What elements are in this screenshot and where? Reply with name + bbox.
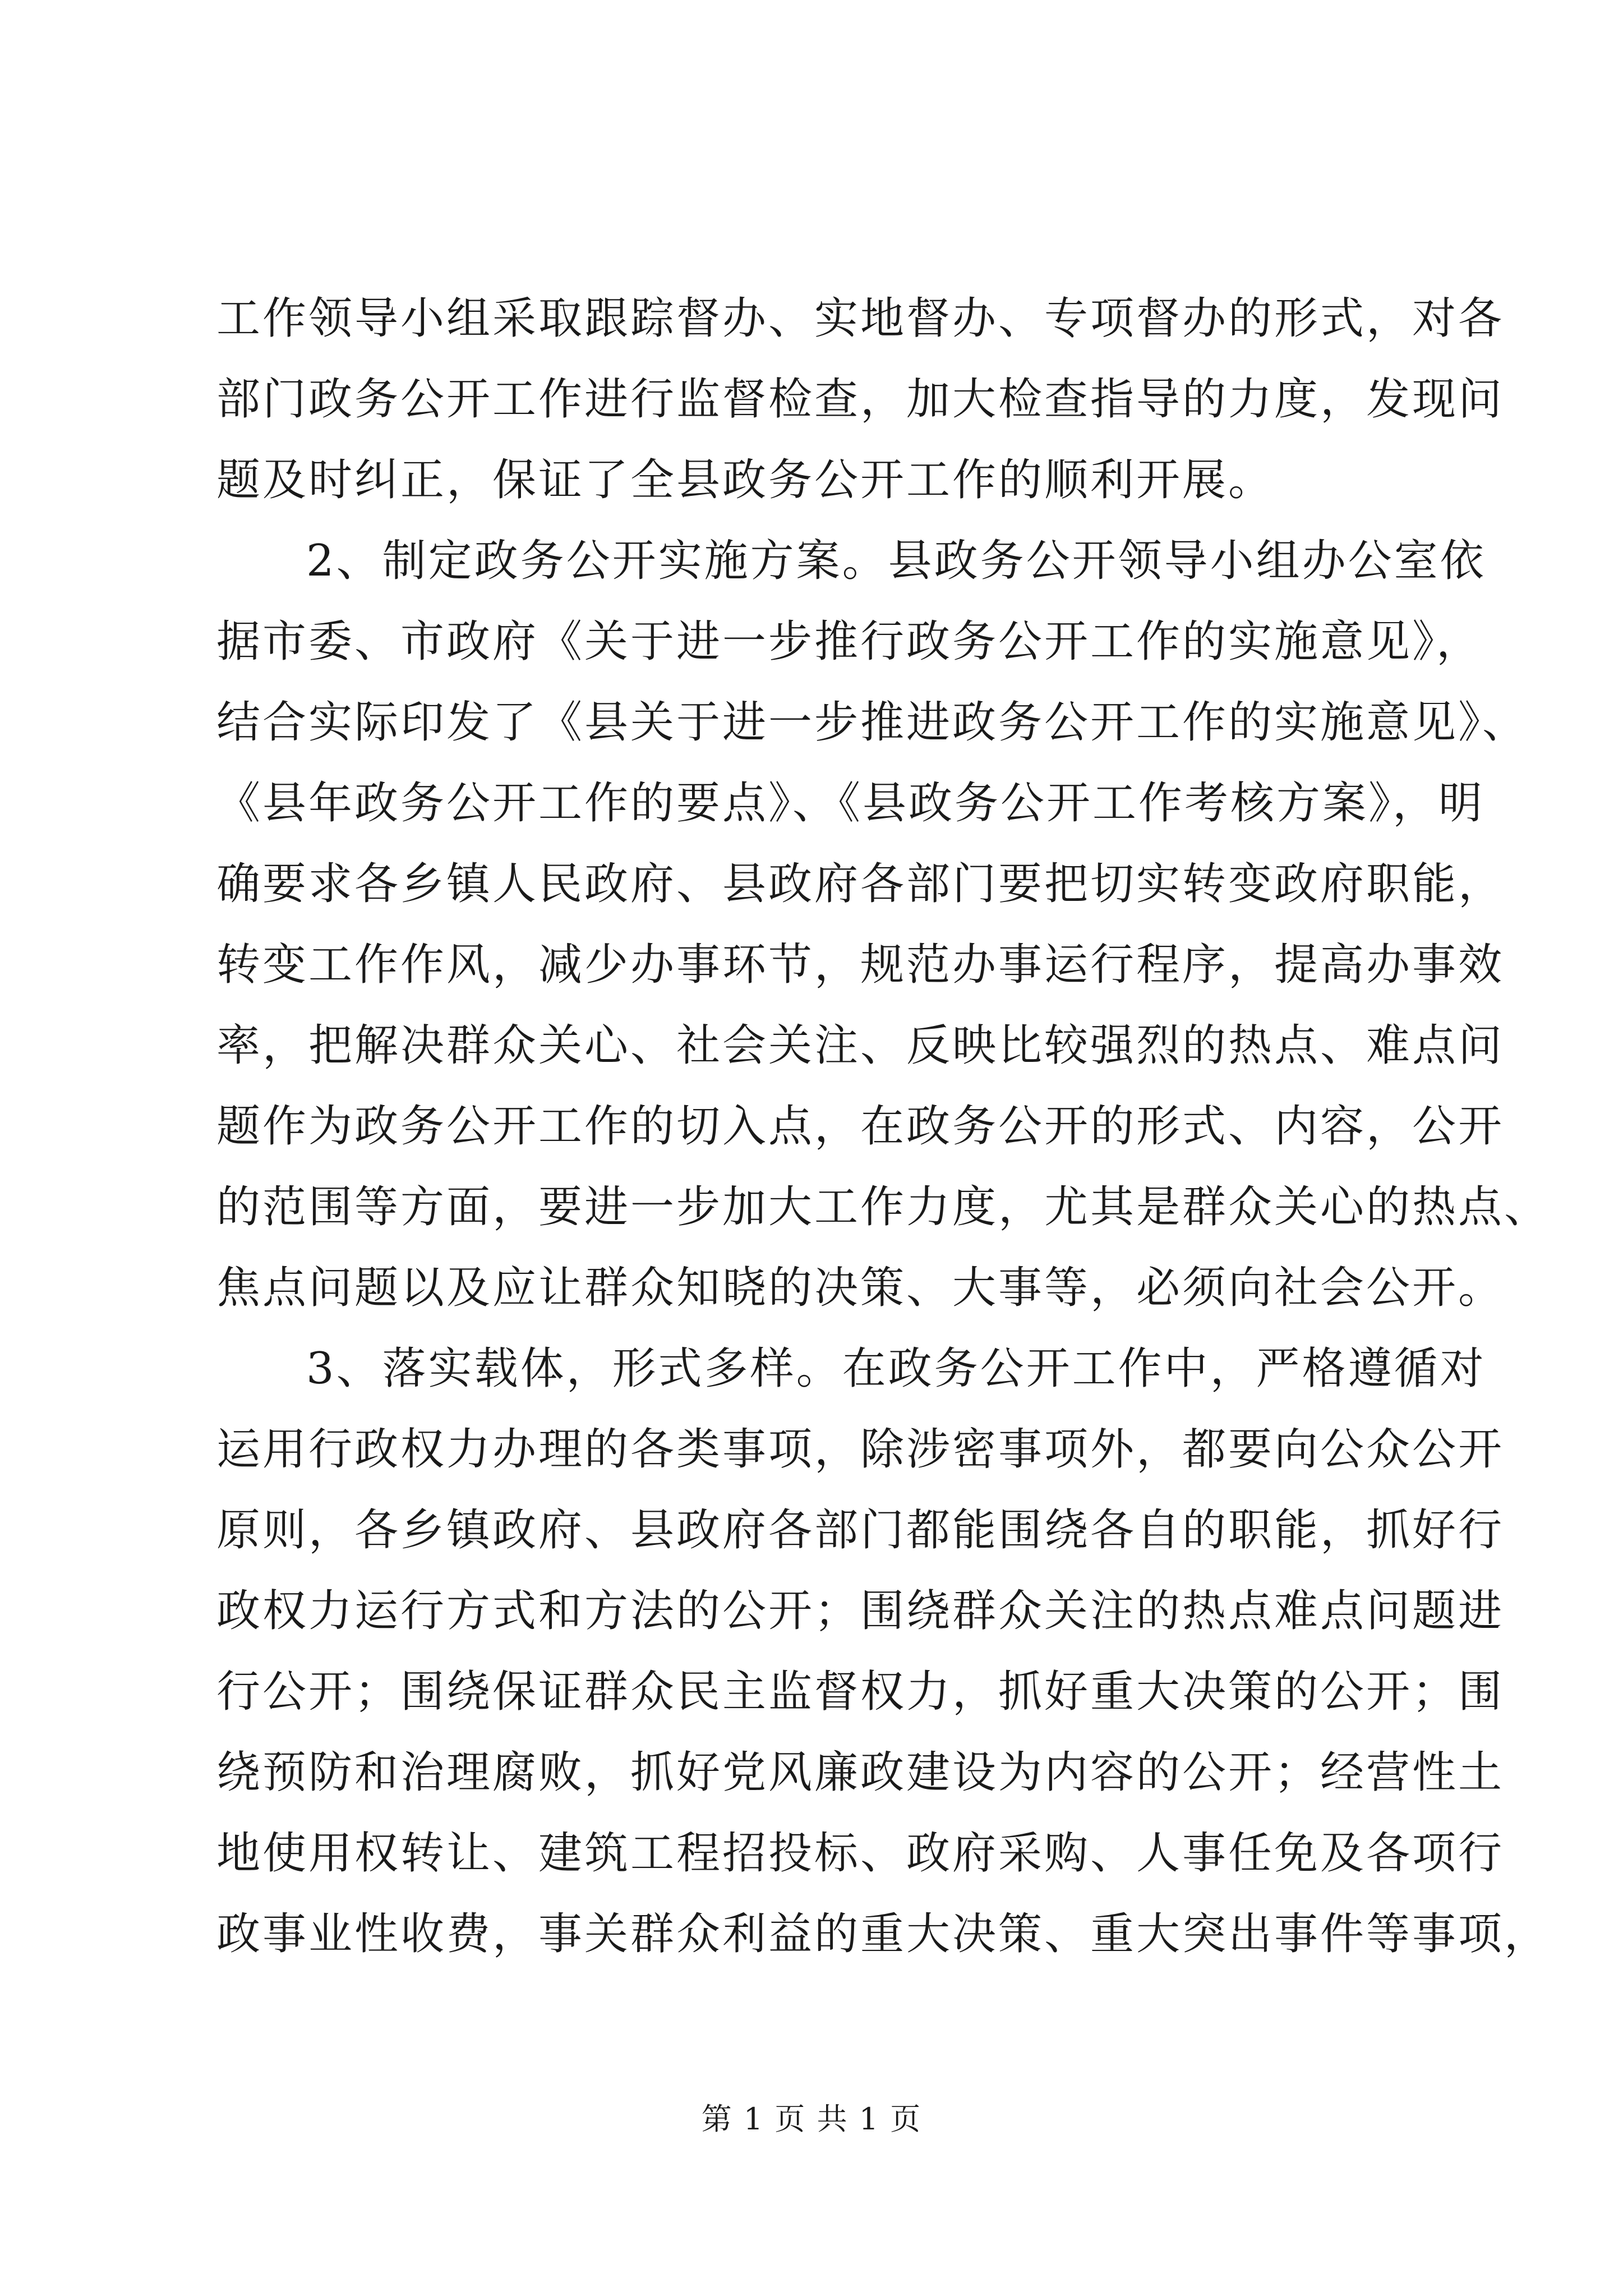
text-line: 原则，各乡镇政府、县政府各部门都能围绕各自的职能，抓好行 [216,1505,1505,1556]
text-line: 结合实际印发了《县关于进一步推进政务公开工作的实施意见》、 [216,697,1529,748]
text-line: 焦点问题以及应让群众知晓的决策、大事等，必须向社会公开。 [216,1263,1505,1313]
document-body [216,278,1551,1975]
text-line: 政事业性收费，事关群众利益的重大决策、重大突出事件等事项， [216,1909,1551,1959]
page-footer: 第 1 页 共 1 页 [701,2101,922,2137]
text-line: 《县年政务公开工作的要点》、《县政务公开工作考核方案》，明 [216,778,1485,829]
text-line: 行公开；围绕保证群众民主监督权力，抓好重大决策的公开；围 [216,1667,1505,1717]
text-line: 据市委、市政府《关于进一步推行政务公开工作的实施意见》， [216,616,1483,667]
text-line: 部门政务公开工作进行监督检查，加大检查指导的力度，发现问 [216,374,1505,425]
text-line: 运用行政权力办理的各类事项，除涉密事项外，都要向公众公开 [216,1424,1505,1475]
paragraph-3-first-line: 3、落实载体，形式多样。在政务公开工作中，严格遵循对 [306,1343,1486,1394]
text-line: 的范围等方面，要进一步加大工作力度，尤其是群众关心的热点、 [216,1182,1551,1232]
text-line: 题及时纠正，保证了全县政务公开工作的顺利开展。 [216,455,1275,505]
text-line: 地使用权转让、建筑工程招投标、政府采购、人事任免及各项行 [216,1828,1505,1879]
paragraph-2-first-line: 2、制定政务公开实施方案。县政务公开领导小组办公室依 [306,536,1486,586]
text-line: 确要求各乡镇人民政府、县政府各部门要把切实转变政府职能， [216,859,1505,909]
text-line: 率，把解决群众关心、社会关注、反映比较强烈的热点、难点问 [216,1020,1505,1071]
text-line: 政权力运行方式和方法的公开；围绕群众关注的热点难点问题进 [216,1586,1505,1636]
text-line: 绕预防和治理腐败，抓好党风廉政建设为内容的公开；经营性土 [216,1747,1505,1798]
text-line: 题作为政务公开工作的切入点，在政务公开的形式、内容，公开 [216,1101,1505,1152]
text-line: 转变工作作风，减少办事环节，规范办事运行程序，提高办事效 [216,940,1505,990]
text-line: 工作领导小组采取跟踪督办、实地督办、专项督办的形式，对各 [216,293,1505,344]
